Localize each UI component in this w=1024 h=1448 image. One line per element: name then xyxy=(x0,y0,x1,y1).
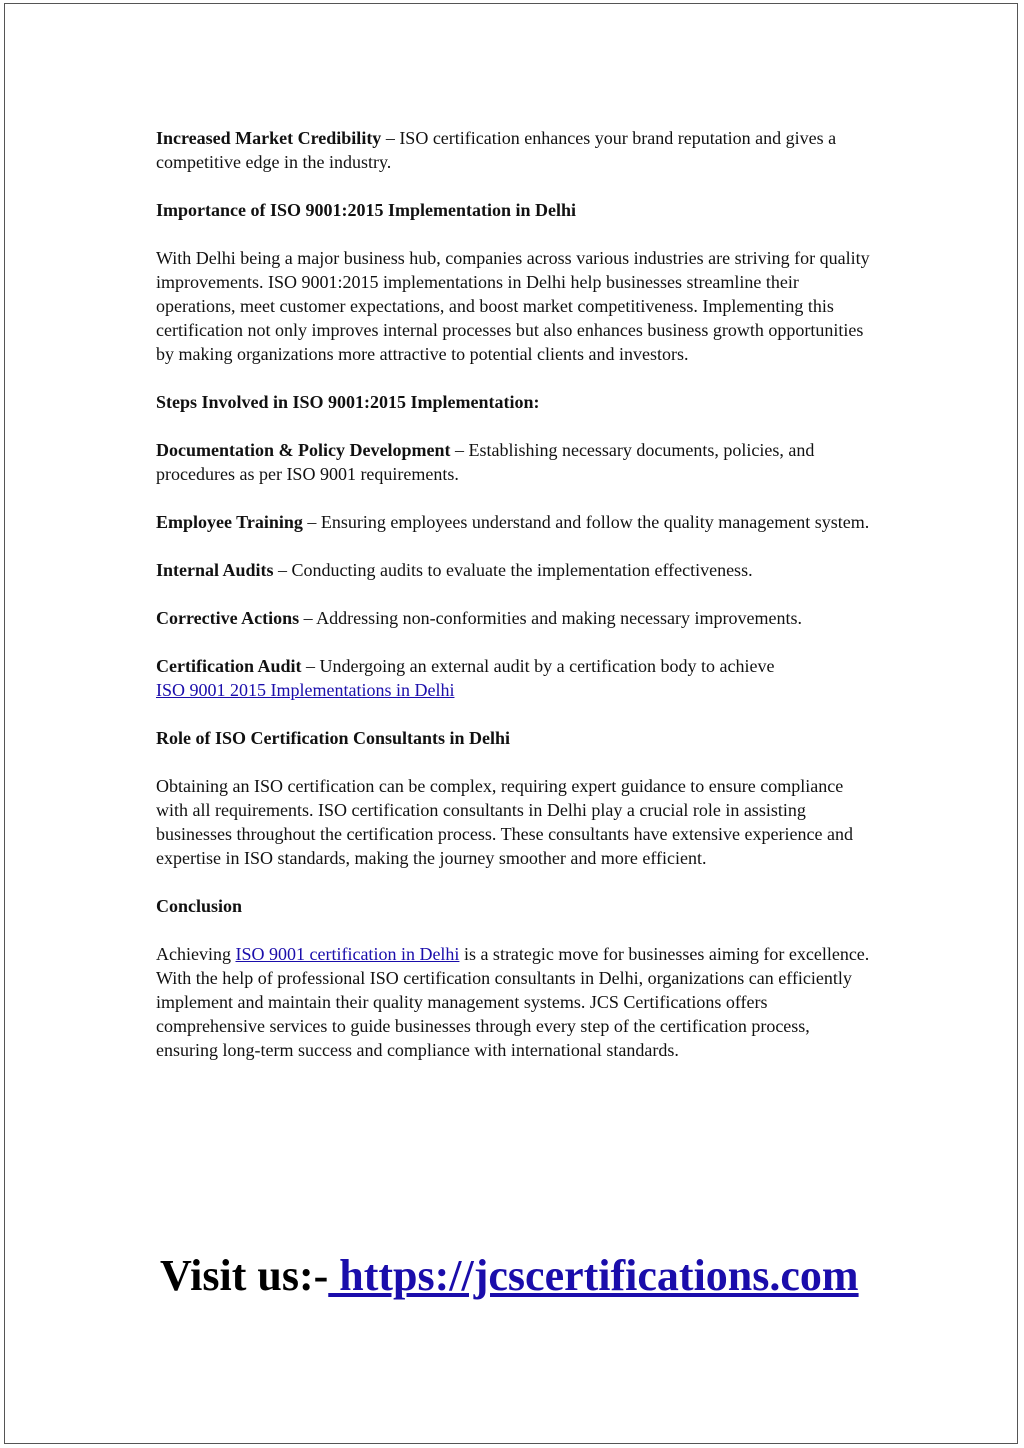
visit-us-line xyxy=(160,1248,920,1304)
step-text: – Ensuring employees understand and follow the quality management system. xyxy=(302,512,870,532)
intro-item-text: – ISO certification enhances your brand reputation and gives a competitive edge in the industry. xyxy=(156,128,837,172)
step-term: Internal Audits xyxy=(156,560,274,580)
intro-item-term: Increased Market Credibility xyxy=(156,128,382,148)
step-term: Documentation & Policy Development xyxy=(156,440,451,460)
step-item-corrective-actions xyxy=(156,606,872,630)
step-text: – Conducting audits to evaluate the implementation effectiveness. xyxy=(273,560,753,580)
conclusion-suffix: is a strategic move for businesses aiming for excellence. With the help of professional ISO certification consultants in Delhi, organizations can efficiently implement and maintain their quality management systems. JCS Certifications offers comprehensive services to guide businesses through every step of the certification process, ensuring long-term success and compliance with international standards. xyxy=(156,944,870,1060)
visit-label: Visit us:- xyxy=(160,1251,329,1300)
conclusion-heading: Conclusion xyxy=(156,896,243,916)
role-heading: Role of ISO Certification Consultants in Delhi xyxy=(156,728,511,748)
step-item-internal-audits xyxy=(156,558,872,582)
document-body xyxy=(156,126,872,1086)
document-page xyxy=(4,3,1018,1444)
website-link[interactable]: https://jcscertifications.com xyxy=(328,1251,859,1300)
step-text: – Establishing necessary documents, policies, and procedures as per ISO 9001 requirements. xyxy=(156,440,815,484)
steps-heading: Steps Involved in ISO 9001:2015 Implementation: xyxy=(156,392,540,412)
step-item-training xyxy=(156,510,872,534)
iso-implementations-link[interactable]: ISO 9001 2015 Implementations in Delhi xyxy=(156,680,455,700)
conclusion-body xyxy=(156,942,872,1062)
step-item-certification-audit xyxy=(156,654,872,702)
step-term: Employee Training xyxy=(156,512,303,532)
step-term: Certification Audit xyxy=(156,656,302,676)
importance-body: With Delhi being a major business hub, companies across various industries are striving for quality improvements. ISO 9001:2015 implementations in Delhi help businesses streamline their operations, meet customer expectations, and boost market competitiveness. Implementing this certification not only improves internal processes but also enhances business growth opportunities by making organizations more attractive to potential clients and investors. xyxy=(156,248,870,364)
step-item-documentation xyxy=(156,438,872,486)
step-text: – Addressing non-conformities and making necessary improvements. xyxy=(299,608,803,628)
step-term: Corrective Actions xyxy=(156,608,300,628)
conclusion-prefix: Achieving xyxy=(156,944,236,964)
iso-certification-link[interactable]: ISO 9001 certification in Delhi xyxy=(235,944,460,964)
intro-item xyxy=(156,126,872,174)
importance-heading: Importance of ISO 9001:2015 Implementation in Delhi xyxy=(156,200,576,220)
step-text: – Undergoing an external audit by a certification body to achieve xyxy=(301,656,775,676)
role-body: Obtaining an ISO certification can be complex, requiring expert guidance to ensure compliance with all requirements. ISO certification consultants in Delhi play a crucial role in assisting businesses throughout the certification process. These consultants have extensive experience and expertise in ISO standards, making the journey smoother and more efficient. xyxy=(156,776,853,868)
